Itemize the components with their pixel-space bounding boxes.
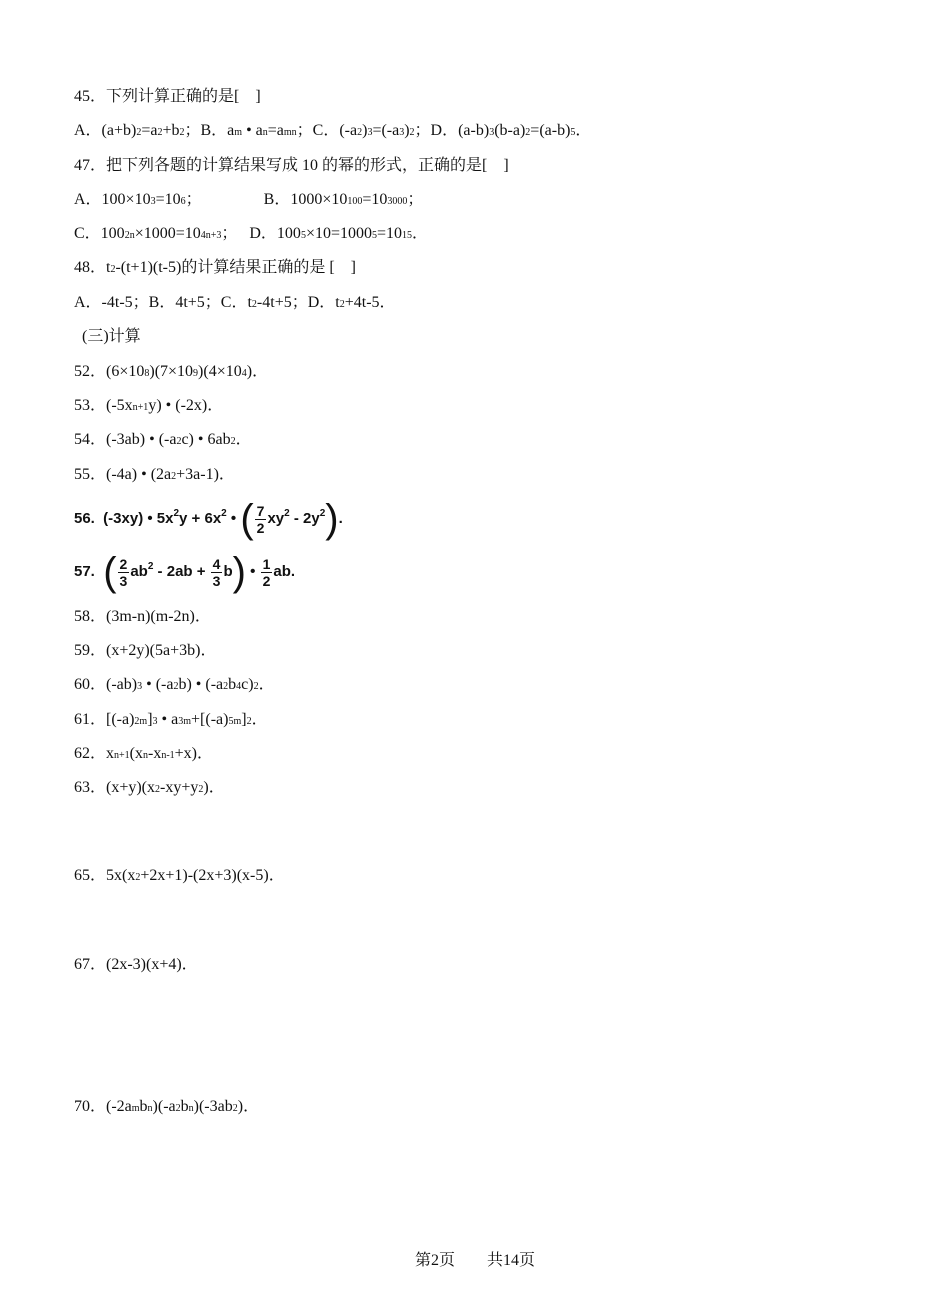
problem-58: 58．(3m-n)(m-2n)． [74,608,211,625]
page-number: 第2页 [414,1252,455,1269]
question-45-stem: 45．下列计算正确的是[ ] [74,88,261,105]
question-47-stem: 47．把下列各题的计算结果写成 10 的幂的形式，正确的是[ ] [74,157,509,174]
question-45-options: A．(a+b)2=a2+b2；B．am • an=amn；C．(-a2)3=(-a3)2；D．(a-b)3(b-a)2=(a-b)5． [74,122,592,139]
question-48-options: A．-4t-5；B．4t+5；C．t2-4t+5；D．t2+4t-5． [74,294,396,311]
problem-60: 60．(-ab)3 • (-a2b) • (-a2b4c)2． [74,676,275,693]
problem-53: 53．(-5xn+1y) • (-2x)． [74,397,224,414]
problem-62: 62．xn+1(xn-xn-1+x)． [74,745,214,762]
problem-55: 55．(-4a) • (2a2+3a-1)． [74,466,235,483]
problem-54: 54．(-3ab) • (-a2c) • 6ab2． [74,431,252,448]
problem-70: 70．(-2ambn)(-a2bn)(-3ab2)． [74,1098,260,1115]
problem-57: 57. ( $\frac{2}{3}$ $ab^2 - 2ab$ + $\frac{4}{3}$ b) • $\frac{1}{2}$ ab. [74,550,296,595]
problem-52: 52．(6×108)(7×109)(4×104)． [74,363,269,380]
problem-61: 61．[(-a)2m]3 • a3m+[(-a)5m]2． [74,711,268,728]
section-title: (三)计算 [82,328,141,345]
question-47-options-cd: C．1002n×1000=104n+3； D．1005×10=10005=1015． [74,225,429,242]
page-total: 共14页 [487,1252,536,1269]
problem-56: 56. (-3xy) • $5x^2y + 6x^2$ • ( $\frac{7}{2}$ $xy^2 - 2y^2$). [74,497,343,542]
problem-63: 63．(x+y)(x2-xy+y2)． [74,779,225,796]
problem-65: 65．5x(x2+2x+1)-(2x+3)(x-5)． [74,867,285,884]
problem-67: 67．(2x-3)(x+4)． [74,956,198,973]
question-48-stem: 48．t2-(t+1)(t-5)的计算结果正确的是 [ ] [74,259,356,276]
page-footer [0,1247,950,1270]
question-47-options-ab: A．100×103=106； B．1000×10100=103000； [74,191,424,208]
problem-59: 59．(x+2y)(5a+3b)． [74,642,217,659]
